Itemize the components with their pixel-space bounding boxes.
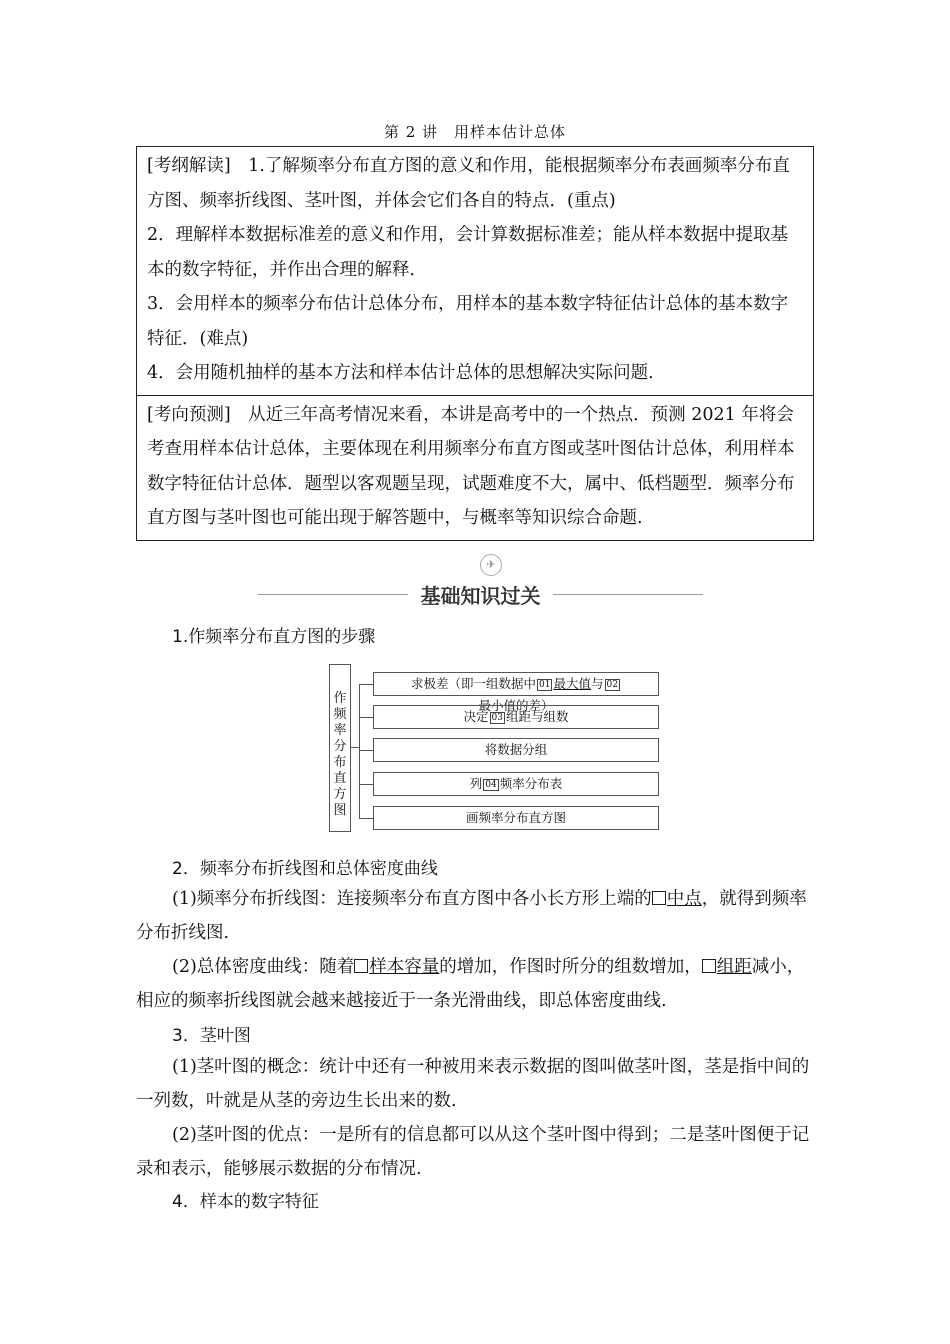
flow-connector: [359, 750, 373, 751]
blank-box-icon: [702, 959, 716, 973]
flow-connector: [359, 784, 373, 785]
forecast-text: 从近三年高考情况来看，本讲是高考中的一个热点．预测 2021 年将会考查用样本估计总体，主要体现在利用频率分布直方图或茎叶图估计总体，利用样本数字特征估计总体．题型以客观题呈现，试题难度不大，属中、低档题型．频率分布直方图与茎叶图也可能出现于解答题中，与概率等知识综合命题.: [147, 404, 795, 528]
section-4-heading: 4．样本的数字特征: [172, 1192, 319, 1212]
sec2-p2-text-b: 的增加，作图时所分的组数增加，: [439, 957, 702, 977]
sec2-p2-answer-1: 样本容量: [369, 957, 440, 977]
flow-title-char: 布: [333, 755, 347, 770]
forecast-paragraph: [147, 398, 805, 536]
exam-forecast-section: [137, 395, 813, 540]
sec3-paragraph-1: (1)茎叶图的概念：统计中还有一种被用来表示数据的图叫做茎叶图，茎是指中间的一列数，叶就是从茎的旁边生长出来的数.: [136, 1057, 810, 1111]
sec2-p2-answer-2: 组距: [716, 957, 752, 977]
flow-connector: [359, 818, 373, 819]
flow-title-char: 分: [333, 739, 347, 754]
divider-label: 基础知识过关: [420, 584, 541, 608]
flow-connector: [359, 684, 373, 685]
flow-step-5: 画频率分布直方图: [373, 806, 659, 830]
blank-box-icon: [354, 959, 368, 973]
flow-step-1: [373, 672, 659, 713]
flow-title-char: 率: [333, 723, 347, 738]
flow-title-char: 作: [333, 691, 347, 706]
forecast-tag: [考向预测]: [147, 404, 231, 425]
blank-number: 04: [485, 779, 497, 790]
sec2-p1-text-a: (1)频率分布折线图：连接频率分布直方图中各小长方形上端的: [172, 889, 652, 909]
sec2-p2-text-c: 减小，相应的频率折线图就会越来越接近于一条光滑曲线，即总体密度曲线.: [136, 957, 805, 1011]
flow-connector: [359, 717, 373, 718]
section-divider: [258, 558, 703, 612]
sec3-paragraph-2: (2)茎叶图的优点：一是所有的信息都可以从这个茎叶图中得到；二是茎叶图便于记录和表示，能够展示数据的分布情况.: [136, 1125, 810, 1179]
flow-step-4: [373, 772, 659, 796]
flow-step-3: 将数据分组: [373, 738, 659, 762]
flow-connector: [351, 747, 359, 748]
sec2-p1-text-b: ，就得到频率分布折线图.: [136, 889, 807, 943]
outline-item-3: 3．会用样本的频率分布估计总体分布，用样本的基本数字特征估计总体的基本数字特征．(难点): [147, 294, 789, 349]
blank-number: 03: [491, 712, 503, 723]
blank-box-icon: [652, 891, 666, 905]
section-1-heading: 1.作频率分布直方图的步骤: [172, 627, 376, 647]
page-title: 第 2 讲 用样本估计总体: [383, 123, 567, 141]
blank-number: 02: [606, 679, 618, 690]
step2-text-a: 决定: [463, 709, 489, 724]
step1-text-d: 最小值的差）: [478, 698, 554, 713]
step1-answer-1: 最大值: [553, 676, 591, 691]
step1-text-c: 与: [591, 676, 604, 691]
outline-item-1: [147, 149, 805, 218]
section-3-heading: 3．茎叶图: [172, 1026, 251, 1046]
step2-text-b: 组距与组数: [505, 709, 569, 724]
step4-text-a: 列: [469, 776, 483, 791]
flow-bracket-line: [359, 684, 360, 818]
flow-title-char: 频: [333, 707, 347, 722]
flow-step-2: [373, 705, 659, 729]
outline-tag: [考纲解读]: [147, 156, 231, 176]
flow-title-char: 直: [333, 771, 347, 786]
blank-number: 01: [539, 679, 551, 690]
sec2-p2-text-a: (2)总体密度曲线：随着: [172, 957, 355, 977]
sec2-p1-answer: 中点: [666, 889, 702, 909]
outline-item-2: 2．理解样本数据标准差的意义和作用，会计算数据标准差；能从样本数据中提取基本的数字特征，并作出合理的解释．: [147, 225, 789, 280]
flow-title-char: 方: [333, 787, 347, 802]
step4-text-b: 频率分布表: [499, 776, 563, 791]
step1-text-a: 求极差（即一组数据中: [411, 676, 537, 691]
outline-item-4: 4．会用随机抽样的基本方法和样本估计总体的思想解决实际问题．: [147, 363, 666, 383]
sec2-paragraph-2: [136, 950, 816, 1018]
section-2-heading: 2．频率分布折线图和总体密度曲线: [172, 859, 438, 879]
exam-outline-section: [137, 147, 813, 395]
exam-info-box: [136, 146, 814, 541]
outline-item-1-text: 1.了解频率分布直方图的意义和作用，能根据频率分布表画频率分布直方图、频率折线图、茎叶图，并体会它们各自的特点．(重点): [147, 156, 790, 211]
flow-title-box: [329, 664, 351, 832]
flow-title-char: 图: [333, 803, 347, 818]
sec2-paragraph-1: [136, 882, 816, 950]
histogram-steps-diagram: [329, 664, 661, 834]
paper-plane-icon: ✈: [480, 554, 502, 576]
